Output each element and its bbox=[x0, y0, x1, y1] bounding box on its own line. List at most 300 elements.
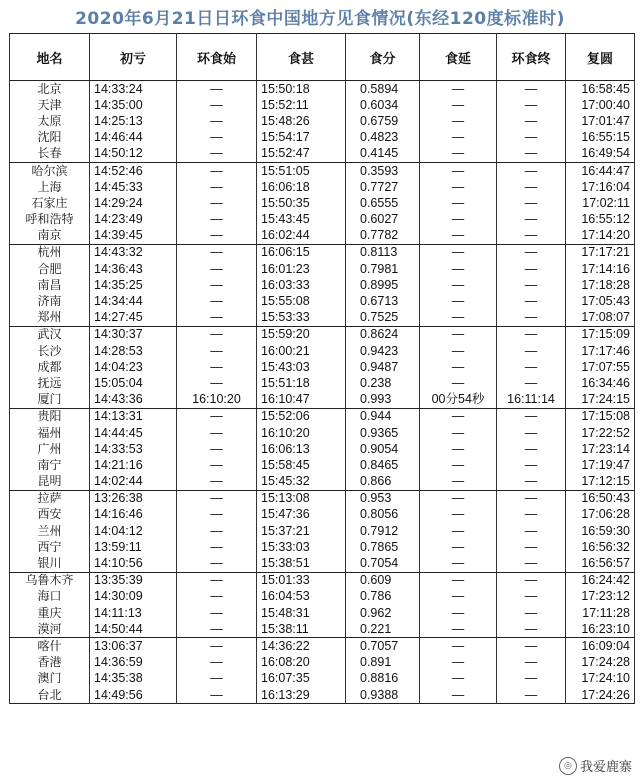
cell-annular-end: — bbox=[497, 555, 566, 572]
cell-duration: — bbox=[420, 655, 497, 671]
cell-maximum: 15:45:32 bbox=[257, 474, 346, 491]
cell-last-contact: 17:17:21 bbox=[566, 244, 635, 261]
table-row bbox=[10, 97, 635, 113]
table-row bbox=[10, 507, 635, 523]
table-row bbox=[10, 621, 635, 638]
cell-location: 广州 bbox=[10, 441, 90, 457]
cell-duration: — bbox=[420, 277, 497, 293]
cell-location: 漠河 bbox=[10, 621, 90, 638]
cell-first-contact: 14:36:43 bbox=[90, 261, 177, 277]
cell-annular-end: — bbox=[497, 212, 566, 228]
cell-maximum: 16:02:44 bbox=[257, 228, 346, 245]
cell-annular-start: — bbox=[177, 343, 257, 359]
cell-annular-start: — bbox=[177, 523, 257, 539]
cell-location: 南宁 bbox=[10, 457, 90, 473]
cell-first-contact: 13:59:11 bbox=[90, 539, 177, 555]
cell-magnitude: 0.891 bbox=[346, 655, 420, 671]
cell-magnitude: 0.238 bbox=[346, 375, 420, 391]
cell-maximum: 15:52:47 bbox=[257, 146, 346, 163]
cell-last-contact: 16:58:45 bbox=[566, 81, 635, 98]
cell-location: 澳门 bbox=[10, 671, 90, 687]
cell-duration: — bbox=[420, 228, 497, 245]
cell-magnitude: 0.3593 bbox=[346, 162, 420, 179]
cell-duration: — bbox=[420, 81, 497, 98]
cell-duration: — bbox=[420, 638, 497, 655]
cell-duration: — bbox=[420, 605, 497, 621]
cell-maximum: 16:03:33 bbox=[257, 277, 346, 293]
cell-maximum: 15:37:21 bbox=[257, 523, 346, 539]
table-row bbox=[10, 146, 635, 163]
cell-maximum: 15:55:08 bbox=[257, 293, 346, 309]
cell-last-contact: 17:12:15 bbox=[566, 474, 635, 491]
cell-annular-end: — bbox=[497, 310, 566, 327]
cell-annular-start: 16:10:20 bbox=[177, 392, 257, 409]
cell-last-contact: 17:00:40 bbox=[566, 97, 635, 113]
cell-duration: — bbox=[420, 441, 497, 457]
cell-annular-end: — bbox=[497, 638, 566, 655]
cell-location: 兰州 bbox=[10, 523, 90, 539]
table-row bbox=[10, 261, 635, 277]
table-row bbox=[10, 130, 635, 146]
cell-annular-end: — bbox=[497, 523, 566, 539]
cell-magnitude: 0.7054 bbox=[346, 555, 420, 572]
table-row bbox=[10, 244, 635, 261]
cell-last-contact: 17:06:28 bbox=[566, 507, 635, 523]
header-magnitude: 食分 bbox=[346, 34, 420, 81]
cell-first-contact: 13:26:38 bbox=[90, 490, 177, 507]
cell-magnitude: 0.6555 bbox=[346, 195, 420, 211]
cell-annular-end: — bbox=[497, 441, 566, 457]
cell-annular-end: — bbox=[497, 130, 566, 146]
cell-maximum: 15:50:35 bbox=[257, 195, 346, 211]
cell-annular-start: — bbox=[177, 261, 257, 277]
cell-location: 香港 bbox=[10, 655, 90, 671]
cell-duration: — bbox=[420, 212, 497, 228]
cell-annular-end: — bbox=[497, 277, 566, 293]
cell-annular-end: — bbox=[497, 326, 566, 343]
cell-maximum: 15:48:31 bbox=[257, 605, 346, 621]
cell-magnitude: 0.8465 bbox=[346, 457, 420, 473]
cell-first-contact: 14:36:59 bbox=[90, 655, 177, 671]
cell-annular-end: — bbox=[497, 457, 566, 473]
cell-location: 沈阳 bbox=[10, 130, 90, 146]
cell-first-contact: 14:43:32 bbox=[90, 244, 177, 261]
cell-duration: — bbox=[420, 408, 497, 425]
cell-annular-start: — bbox=[177, 408, 257, 425]
cell-maximum: 14:36:22 bbox=[257, 638, 346, 655]
table-row bbox=[10, 523, 635, 539]
cell-first-contact: 14:35:00 bbox=[90, 97, 177, 113]
cell-annular-end: — bbox=[497, 605, 566, 621]
cell-duration: — bbox=[420, 179, 497, 195]
cell-annular-end: — bbox=[497, 113, 566, 129]
cell-annular-start: — bbox=[177, 310, 257, 327]
table-row bbox=[10, 195, 635, 211]
cell-duration: — bbox=[420, 162, 497, 179]
cell-annular-end: — bbox=[497, 244, 566, 261]
cell-magnitude: 0.7525 bbox=[346, 310, 420, 327]
cell-location: 乌鲁木齐 bbox=[10, 572, 90, 589]
header-last-contact: 复圆 bbox=[566, 34, 635, 81]
cell-last-contact: 16:55:15 bbox=[566, 130, 635, 146]
cell-annular-start: — bbox=[177, 359, 257, 375]
cell-duration: — bbox=[420, 359, 497, 375]
header-row bbox=[10, 34, 635, 81]
cell-first-contact: 14:43:36 bbox=[90, 392, 177, 409]
cell-duration: — bbox=[420, 555, 497, 572]
cell-annular-start: — bbox=[177, 375, 257, 391]
cell-last-contact: 17:19:47 bbox=[566, 457, 635, 473]
cell-maximum: 16:04:53 bbox=[257, 589, 346, 605]
cell-maximum: 15:48:26 bbox=[257, 113, 346, 129]
cell-first-contact: 14:25:13 bbox=[90, 113, 177, 129]
cell-maximum: 15:51:05 bbox=[257, 162, 346, 179]
table-row bbox=[10, 392, 635, 409]
table-row bbox=[10, 539, 635, 555]
cell-last-contact: 16:49:54 bbox=[566, 146, 635, 163]
cell-annular-end: — bbox=[497, 621, 566, 638]
table-row bbox=[10, 687, 635, 704]
cell-last-contact: 16:44:47 bbox=[566, 162, 635, 179]
cell-duration: — bbox=[420, 97, 497, 113]
cell-duration: — bbox=[420, 687, 497, 704]
table-row bbox=[10, 375, 635, 391]
cell-last-contact: 16:23:10 bbox=[566, 621, 635, 638]
watermark bbox=[559, 756, 632, 775]
cell-first-contact: 14:29:24 bbox=[90, 195, 177, 211]
cell-annular-start: — bbox=[177, 572, 257, 589]
table-row bbox=[10, 408, 635, 425]
cell-last-contact: 17:24:28 bbox=[566, 655, 635, 671]
cell-magnitude: 0.8113 bbox=[346, 244, 420, 261]
header-maximum: 食甚 bbox=[257, 34, 346, 81]
cell-magnitude: 0.4145 bbox=[346, 146, 420, 163]
cell-location: 成都 bbox=[10, 359, 90, 375]
cell-magnitude: 0.5894 bbox=[346, 81, 420, 98]
cell-last-contact: 17:07:55 bbox=[566, 359, 635, 375]
cell-annular-end: — bbox=[497, 162, 566, 179]
cell-last-contact: 17:11:28 bbox=[566, 605, 635, 621]
table-row bbox=[10, 555, 635, 572]
cell-duration: — bbox=[420, 490, 497, 507]
cell-magnitude: 0.8056 bbox=[346, 507, 420, 523]
cell-maximum: 15:47:36 bbox=[257, 507, 346, 523]
cell-location: 合肥 bbox=[10, 261, 90, 277]
cell-last-contact: 16:56:32 bbox=[566, 539, 635, 555]
cell-duration: — bbox=[420, 244, 497, 261]
cell-maximum: 16:08:20 bbox=[257, 655, 346, 671]
table-row bbox=[10, 293, 635, 309]
cell-last-contact: 17:23:12 bbox=[566, 589, 635, 605]
cell-location: 昆明 bbox=[10, 474, 90, 491]
cell-magnitude: 0.9423 bbox=[346, 343, 420, 359]
cell-duration: — bbox=[420, 343, 497, 359]
cell-annular-start: — bbox=[177, 589, 257, 605]
cell-magnitude: 0.9054 bbox=[346, 441, 420, 457]
cell-annular-end: — bbox=[497, 293, 566, 309]
table-row bbox=[10, 212, 635, 228]
cell-first-contact: 14:46:44 bbox=[90, 130, 177, 146]
cell-annular-start: — bbox=[177, 113, 257, 129]
cell-location: 贵阳 bbox=[10, 408, 90, 425]
cell-duration: — bbox=[420, 261, 497, 277]
cell-last-contact: 17:02:11 bbox=[566, 195, 635, 211]
cell-maximum: 15:38:51 bbox=[257, 555, 346, 572]
cell-last-contact: 16:50:43 bbox=[566, 490, 635, 507]
cell-first-contact: 14:23:49 bbox=[90, 212, 177, 228]
cell-annular-end: — bbox=[497, 228, 566, 245]
cell-duration: — bbox=[420, 310, 497, 327]
cell-maximum: 16:01:23 bbox=[257, 261, 346, 277]
cell-last-contact: 17:14:16 bbox=[566, 261, 635, 277]
cell-maximum: 15:52:06 bbox=[257, 408, 346, 425]
cell-location: 南京 bbox=[10, 228, 90, 245]
header-annular-start: 环食始 bbox=[177, 34, 257, 81]
cell-duration: — bbox=[420, 375, 497, 391]
cell-first-contact: 14:35:38 bbox=[90, 671, 177, 687]
cell-location: 哈尔滨 bbox=[10, 162, 90, 179]
cell-annular-start: — bbox=[177, 277, 257, 293]
cell-annular-end: — bbox=[497, 375, 566, 391]
table-row bbox=[10, 81, 635, 98]
cell-duration: — bbox=[420, 572, 497, 589]
cell-magnitude: 0.866 bbox=[346, 474, 420, 491]
cell-location: 北京 bbox=[10, 81, 90, 98]
cell-maximum: 16:10:20 bbox=[257, 425, 346, 441]
cell-annular-end: — bbox=[497, 474, 566, 491]
cell-first-contact: 14:39:45 bbox=[90, 228, 177, 245]
cell-duration: — bbox=[420, 507, 497, 523]
cell-last-contact: 16:59:30 bbox=[566, 523, 635, 539]
cell-location: 西安 bbox=[10, 507, 90, 523]
cell-location: 杭州 bbox=[10, 244, 90, 261]
cell-annular-start: — bbox=[177, 146, 257, 163]
wechat-icon: ◎ bbox=[559, 757, 577, 775]
cell-annular-end: — bbox=[497, 425, 566, 441]
table-row bbox=[10, 474, 635, 491]
cell-duration: — bbox=[420, 621, 497, 638]
cell-annular-start: — bbox=[177, 539, 257, 555]
cell-annular-start: — bbox=[177, 507, 257, 523]
cell-last-contact: 16:56:57 bbox=[566, 555, 635, 572]
cell-magnitude: 0.786 bbox=[346, 589, 420, 605]
cell-duration: — bbox=[420, 474, 497, 491]
cell-magnitude: 0.6759 bbox=[346, 113, 420, 129]
cell-last-contact: 17:23:14 bbox=[566, 441, 635, 457]
cell-location: 长沙 bbox=[10, 343, 90, 359]
cell-first-contact: 14:11:13 bbox=[90, 605, 177, 621]
cell-annular-start: — bbox=[177, 555, 257, 572]
cell-annular-start: — bbox=[177, 326, 257, 343]
cell-maximum: 15:38:11 bbox=[257, 621, 346, 638]
cell-annular-start: — bbox=[177, 244, 257, 261]
cell-first-contact: 14:13:31 bbox=[90, 408, 177, 425]
cell-last-contact: 17:16:04 bbox=[566, 179, 635, 195]
cell-magnitude: 0.962 bbox=[346, 605, 420, 621]
cell-annular-end: — bbox=[497, 261, 566, 277]
cell-first-contact: 14:50:12 bbox=[90, 146, 177, 163]
cell-last-contact: 16:24:42 bbox=[566, 572, 635, 589]
cell-last-contact: 17:08:07 bbox=[566, 310, 635, 327]
cell-last-contact: 16:34:46 bbox=[566, 375, 635, 391]
cell-annular-end: 16:11:14 bbox=[497, 392, 566, 409]
cell-first-contact: 14:10:56 bbox=[90, 555, 177, 572]
cell-annular-start: — bbox=[177, 162, 257, 179]
cell-location: 太原 bbox=[10, 113, 90, 129]
cell-annular-end: — bbox=[497, 671, 566, 687]
cell-annular-start: — bbox=[177, 621, 257, 638]
cell-location: 拉萨 bbox=[10, 490, 90, 507]
cell-first-contact: 13:06:37 bbox=[90, 638, 177, 655]
table-row bbox=[10, 359, 635, 375]
cell-annular-end: — bbox=[497, 490, 566, 507]
cell-annular-end: — bbox=[497, 359, 566, 375]
cell-annular-start: — bbox=[177, 605, 257, 621]
cell-duration: — bbox=[420, 326, 497, 343]
cell-first-contact: 14:27:45 bbox=[90, 310, 177, 327]
table-row bbox=[10, 490, 635, 507]
cell-maximum: 15:33:03 bbox=[257, 539, 346, 555]
cell-maximum: 15:43:03 bbox=[257, 359, 346, 375]
table-row bbox=[10, 228, 635, 245]
cell-maximum: 15:43:45 bbox=[257, 212, 346, 228]
cell-magnitude: 0.9487 bbox=[346, 359, 420, 375]
cell-last-contact: 16:55:12 bbox=[566, 212, 635, 228]
cell-last-contact: 17:15:09 bbox=[566, 326, 635, 343]
cell-location: 喀什 bbox=[10, 638, 90, 655]
table-row bbox=[10, 457, 635, 473]
cell-magnitude: 0.221 bbox=[346, 621, 420, 638]
cell-location: 上海 bbox=[10, 179, 90, 195]
cell-location: 银川 bbox=[10, 555, 90, 572]
cell-first-contact: 14:16:46 bbox=[90, 507, 177, 523]
cell-magnitude: 0.9388 bbox=[346, 687, 420, 704]
cell-annular-end: — bbox=[497, 97, 566, 113]
cell-last-contact: 17:22:52 bbox=[566, 425, 635, 441]
table-row bbox=[10, 113, 635, 129]
cell-location: 石家庄 bbox=[10, 195, 90, 211]
cell-first-contact: 14:35:25 bbox=[90, 277, 177, 293]
cell-annular-end: — bbox=[497, 408, 566, 425]
cell-duration: — bbox=[420, 671, 497, 687]
table-row bbox=[10, 655, 635, 671]
cell-first-contact: 14:02:44 bbox=[90, 474, 177, 491]
cell-last-contact: 17:05:43 bbox=[566, 293, 635, 309]
table-row bbox=[10, 277, 635, 293]
cell-magnitude: 0.7782 bbox=[346, 228, 420, 245]
cell-magnitude: 0.7981 bbox=[346, 261, 420, 277]
cell-annular-start: — bbox=[177, 228, 257, 245]
cell-location: 台北 bbox=[10, 687, 90, 704]
cell-maximum: 15:59:20 bbox=[257, 326, 346, 343]
cell-annular-end: — bbox=[497, 655, 566, 671]
cell-duration: — bbox=[420, 130, 497, 146]
cell-annular-start: — bbox=[177, 638, 257, 655]
cell-duration: 00分54秒 bbox=[420, 392, 497, 409]
cell-magnitude: 0.8995 bbox=[346, 277, 420, 293]
cell-annular-end: — bbox=[497, 572, 566, 589]
table-row bbox=[10, 162, 635, 179]
cell-first-contact: 14:50:44 bbox=[90, 621, 177, 638]
cell-first-contact: 14:28:53 bbox=[90, 343, 177, 359]
cell-location: 天津 bbox=[10, 97, 90, 113]
table-row bbox=[10, 310, 635, 327]
cell-first-contact: 14:33:24 bbox=[90, 81, 177, 98]
page-title: 2020年6月21日日环食中国地方见食情况(东经120度标准时) bbox=[75, 9, 565, 29]
cell-duration: — bbox=[420, 457, 497, 473]
cell-annular-end: — bbox=[497, 589, 566, 605]
table-row bbox=[10, 638, 635, 655]
cell-magnitude: 0.7727 bbox=[346, 179, 420, 195]
cell-annular-end: — bbox=[497, 507, 566, 523]
cell-last-contact: 17:24:15 bbox=[566, 392, 635, 409]
cell-annular-end: — bbox=[497, 195, 566, 211]
cell-first-contact: 14:33:53 bbox=[90, 441, 177, 457]
cell-maximum: 15:01:33 bbox=[257, 572, 346, 589]
cell-maximum: 15:58:45 bbox=[257, 457, 346, 473]
cell-annular-start: — bbox=[177, 655, 257, 671]
cell-magnitude: 0.8816 bbox=[346, 671, 420, 687]
cell-maximum: 16:00:21 bbox=[257, 343, 346, 359]
cell-magnitude: 0.8624 bbox=[346, 326, 420, 343]
cell-maximum: 16:06:18 bbox=[257, 179, 346, 195]
table-row bbox=[10, 605, 635, 621]
cell-magnitude: 0.9365 bbox=[346, 425, 420, 441]
cell-annular-start: — bbox=[177, 130, 257, 146]
cell-first-contact: 14:21:16 bbox=[90, 457, 177, 473]
cell-annular-start: — bbox=[177, 293, 257, 309]
table-row bbox=[10, 343, 635, 359]
cell-last-contact: 16:09:04 bbox=[566, 638, 635, 655]
cell-maximum: 16:10:47 bbox=[257, 392, 346, 409]
cell-location: 西宁 bbox=[10, 539, 90, 555]
cell-location: 重庆 bbox=[10, 605, 90, 621]
cell-annular-start: — bbox=[177, 671, 257, 687]
cell-duration: — bbox=[420, 539, 497, 555]
cell-last-contact: 17:14:20 bbox=[566, 228, 635, 245]
cell-maximum: 15:52:11 bbox=[257, 97, 346, 113]
cell-maximum: 15:54:17 bbox=[257, 130, 346, 146]
cell-duration: — bbox=[420, 113, 497, 129]
cell-annular-start: — bbox=[177, 81, 257, 98]
cell-first-contact: 14:04:12 bbox=[90, 523, 177, 539]
cell-annular-end: — bbox=[497, 81, 566, 98]
cell-annular-start: — bbox=[177, 195, 257, 211]
cell-annular-start: — bbox=[177, 474, 257, 491]
cell-annular-end: — bbox=[497, 146, 566, 163]
cell-location: 厦门 bbox=[10, 392, 90, 409]
cell-annular-end: — bbox=[497, 343, 566, 359]
cell-annular-end: — bbox=[497, 179, 566, 195]
cell-last-contact: 17:15:08 bbox=[566, 408, 635, 425]
cell-annular-start: — bbox=[177, 212, 257, 228]
cell-duration: — bbox=[420, 293, 497, 309]
cell-annular-end: — bbox=[497, 687, 566, 704]
cell-location: 南昌 bbox=[10, 277, 90, 293]
cell-first-contact: 15:05:04 bbox=[90, 375, 177, 391]
cell-maximum: 16:06:15 bbox=[257, 244, 346, 261]
cell-first-contact: 14:52:46 bbox=[90, 162, 177, 179]
cell-magnitude: 0.6034 bbox=[346, 97, 420, 113]
cell-maximum: 15:13:08 bbox=[257, 490, 346, 507]
cell-duration: — bbox=[420, 146, 497, 163]
cell-last-contact: 17:18:28 bbox=[566, 277, 635, 293]
cell-duration: — bbox=[420, 425, 497, 441]
cell-annular-start: — bbox=[177, 425, 257, 441]
header-location: 地名 bbox=[10, 34, 90, 81]
table-row bbox=[10, 671, 635, 687]
cell-first-contact: 14:49:56 bbox=[90, 687, 177, 704]
